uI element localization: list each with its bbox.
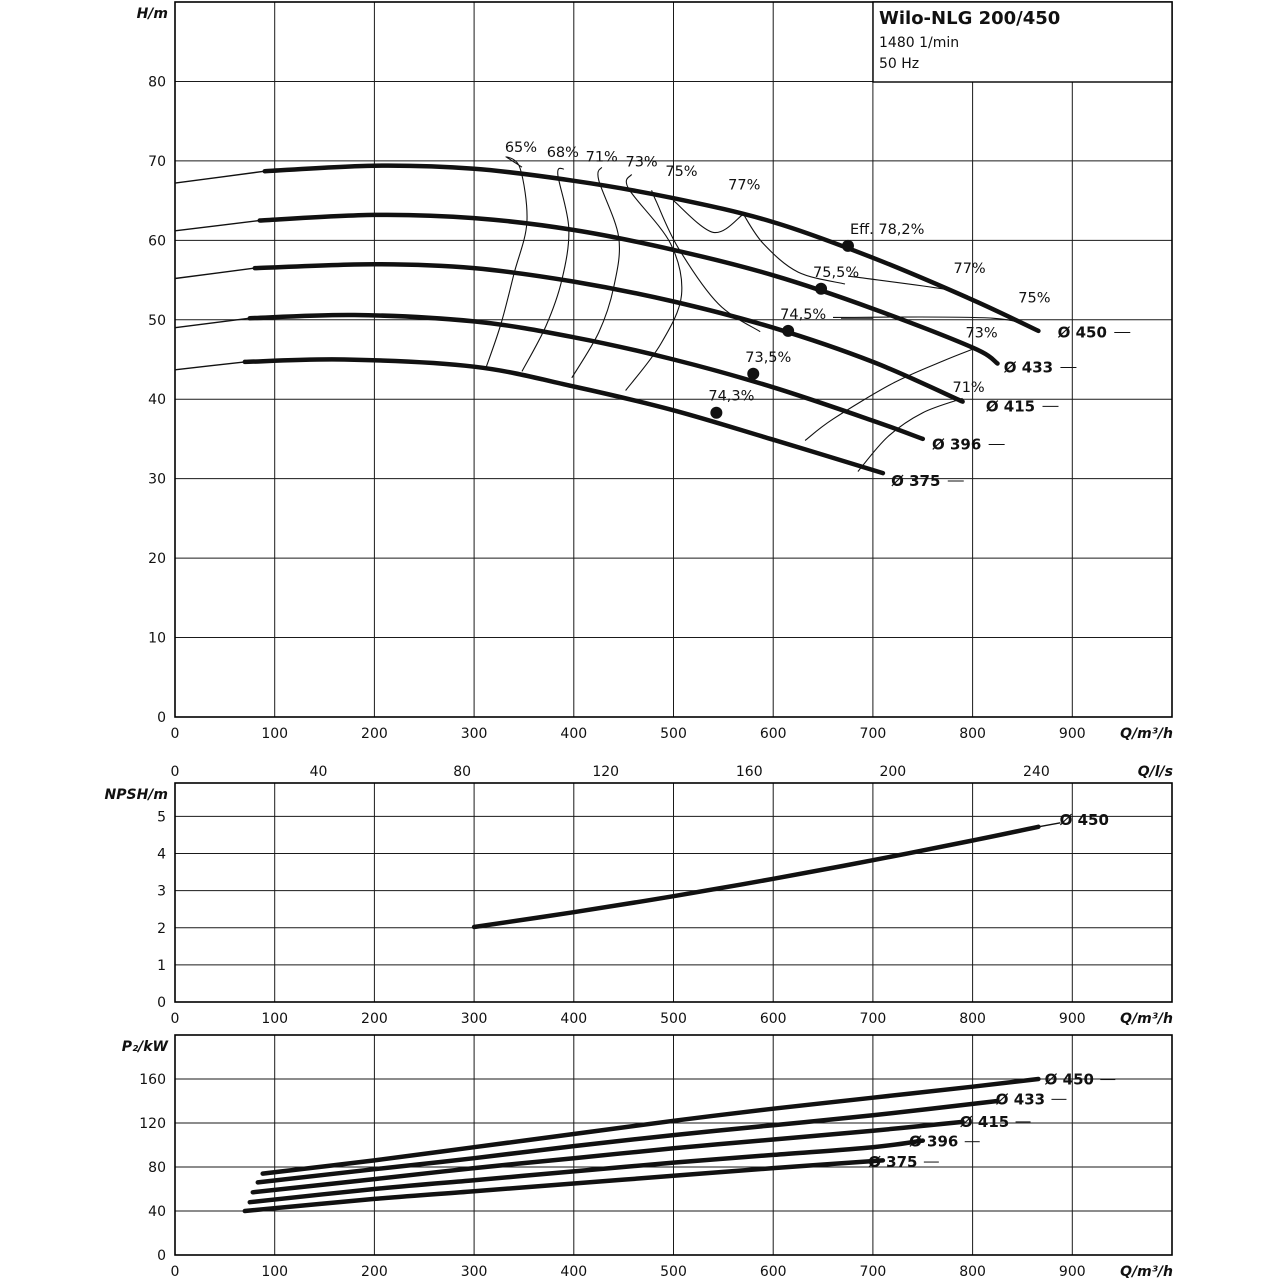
- efficiency-label: 73%: [965, 325, 998, 342]
- head-ytick-label: 0: [157, 710, 166, 726]
- bep-point: [815, 283, 827, 295]
- efficiency-line: [522, 168, 569, 371]
- efficiency-label: 71%: [952, 380, 985, 397]
- secondary-tick-label: 200: [879, 764, 907, 780]
- bep-point: [710, 407, 722, 419]
- head-ytick-label: 40: [148, 392, 166, 409]
- head-xtick-label: 900: [1058, 726, 1086, 742]
- npsh-xtick-label: 0: [170, 1011, 180, 1027]
- npsh-xtick-label: 700: [859, 1011, 887, 1027]
- head-ytick-label: 10: [148, 630, 166, 647]
- npsh-xtick-label: 800: [959, 1011, 986, 1027]
- head-ytick-label: 20: [148, 551, 166, 568]
- head-xlabel: Q/m³/h: [1120, 726, 1173, 742]
- head-curve-375: [245, 359, 883, 473]
- secondary-tick-label: 120: [592, 764, 620, 780]
- bep-label: 73,5%: [745, 349, 792, 366]
- npsh-xtick-label: 900: [1058, 1011, 1086, 1027]
- head-curve-396: [250, 315, 923, 439]
- power-ytick-label: 160: [139, 1072, 166, 1088]
- head-diameter-label: Ø 396: [931, 435, 982, 454]
- efficiency-label: 71%: [585, 149, 618, 166]
- head-ytick-label: 60: [148, 233, 166, 250]
- npsh-ytick-label: 0: [157, 995, 166, 1011]
- secondary-tick-label: 160: [735, 764, 763, 780]
- secondary-axis-label: Q/l/s: [1137, 764, 1173, 780]
- power-ytick-label: 0: [157, 1248, 166, 1264]
- npsh-xtick-label: 100: [261, 1011, 289, 1027]
- power-diameter-label: Ø 415: [959, 1112, 1010, 1131]
- efficiency-label: 75%: [665, 163, 698, 180]
- power-xtick-label: 900: [1058, 1264, 1086, 1280]
- power-xtick-label: 500: [660, 1264, 687, 1280]
- npsh-xtick-label: 300: [460, 1011, 488, 1027]
- npsh-xtick-label: 500: [660, 1011, 687, 1027]
- head-diameter-label: Ø 450: [1057, 323, 1107, 342]
- efficiency-label: 68%: [546, 144, 579, 161]
- head-xtick-label: 800: [959, 726, 986, 742]
- npsh-ytick-label: 3: [157, 883, 166, 900]
- efficiency-label: 75%: [1018, 290, 1051, 307]
- npsh-xlabel: Q/m³/h: [1120, 1011, 1173, 1027]
- head-ylabel: H/m: [136, 6, 168, 22]
- head-xtick-label: 700: [859, 726, 887, 742]
- power-xtick-label: 700: [859, 1264, 887, 1280]
- efficiency-line: [833, 317, 1038, 331]
- bep-label: Eff. 78,2%: [849, 221, 925, 238]
- npsh-xtick-label: 400: [560, 1011, 588, 1027]
- head-curve-start: [175, 268, 255, 278]
- bep-label: 75,5%: [813, 264, 860, 281]
- head-curve-start: [175, 362, 245, 370]
- head-ytick-label: 50: [148, 312, 166, 329]
- npsh-ytick-label: 5: [157, 809, 166, 826]
- head-diameter-label: Ø 415: [985, 397, 1036, 416]
- head-xtick-label: 200: [361, 726, 388, 742]
- npsh-ytick-label: 4: [157, 846, 166, 863]
- head-xtick-label: 600: [759, 726, 787, 742]
- power-ytick-label: 80: [148, 1160, 166, 1176]
- head-xtick-label: 100: [261, 726, 289, 742]
- power-ytick-label: 40: [148, 1204, 166, 1220]
- npsh-ylabel: NPSH/m: [104, 787, 168, 803]
- efficiency-line: [486, 157, 527, 368]
- bep-point: [842, 240, 854, 252]
- head-xtick-label: 500: [660, 726, 687, 742]
- head-diameter-label: Ø 433: [1003, 358, 1054, 377]
- npsh-curve-tail: [1038, 823, 1060, 827]
- head-xtick-label: 400: [560, 726, 588, 742]
- power-xtick-label: 0: [170, 1264, 180, 1280]
- power-diameter-label: Ø 450: [1044, 1070, 1094, 1089]
- efficiency-label: 65%: [504, 140, 538, 157]
- head-xtick-label: 300: [460, 726, 488, 742]
- head-ytick-label: 30: [148, 471, 166, 488]
- bep-label: 74,3%: [708, 388, 755, 405]
- npsh-diameter-label: Ø 450: [1059, 811, 1109, 830]
- power-ylabel: P₂/kW: [121, 1039, 168, 1055]
- power-grid: [175, 1035, 1172, 1255]
- efficiency-label: 73%: [625, 154, 658, 171]
- efficiency-label: 77%: [953, 260, 986, 277]
- head-xtick-label: 0: [170, 726, 180, 742]
- npsh-grid: [175, 783, 1172, 1002]
- power-ytick-label: 120: [139, 1116, 166, 1132]
- secondary-tick-label: 40: [309, 764, 328, 780]
- power-xtick-label: 400: [560, 1264, 588, 1280]
- power-xlabel: Q/m³/h: [1120, 1264, 1173, 1280]
- power-xtick-label: 800: [959, 1264, 986, 1280]
- npsh-xtick-label: 600: [759, 1011, 787, 1027]
- head-curve-415: [255, 264, 963, 401]
- power-xtick-label: 300: [460, 1264, 488, 1280]
- power-diameter-label: Ø 433: [995, 1090, 1046, 1109]
- npsh-ytick-label: 2: [157, 920, 166, 937]
- pump-speed: 1480 1/min: [879, 35, 960, 51]
- efficiency-lines: [486, 157, 1038, 472]
- power-diameter-label: Ø 375: [868, 1153, 918, 1172]
- efficiency-line: [848, 276, 968, 296]
- npsh-ytick-label: 1: [157, 957, 166, 974]
- secondary-tick-label: 0: [170, 764, 180, 780]
- npsh-xtick-label: 200: [361, 1011, 388, 1027]
- power-diameter-label: Ø 396: [909, 1132, 959, 1151]
- head-curve-start: [175, 221, 260, 231]
- secondary-tick-label: 240: [1023, 764, 1050, 780]
- secondary-tick-label: 80: [453, 764, 472, 780]
- pump-model-title: Wilo-NLG 200/450: [879, 8, 1061, 29]
- power-xtick-label: 100: [261, 1264, 289, 1280]
- efficiency-label: 77%: [728, 177, 761, 194]
- npsh-curve-450: [474, 827, 1038, 927]
- pump-frequency: 50 Hz: [879, 56, 920, 72]
- head-ytick-label: 70: [148, 153, 166, 170]
- head-ytick-label: 80: [148, 74, 166, 91]
- power-xtick-label: 200: [361, 1264, 388, 1280]
- head-diameter-label: Ø 375: [891, 472, 941, 491]
- head-curve-start: [175, 171, 265, 183]
- power-xtick-label: 600: [759, 1264, 787, 1280]
- bep-point: [782, 325, 794, 337]
- bep-point: [747, 368, 759, 380]
- bep-label: 74,5%: [780, 306, 827, 323]
- power-curve-375: [245, 1160, 883, 1211]
